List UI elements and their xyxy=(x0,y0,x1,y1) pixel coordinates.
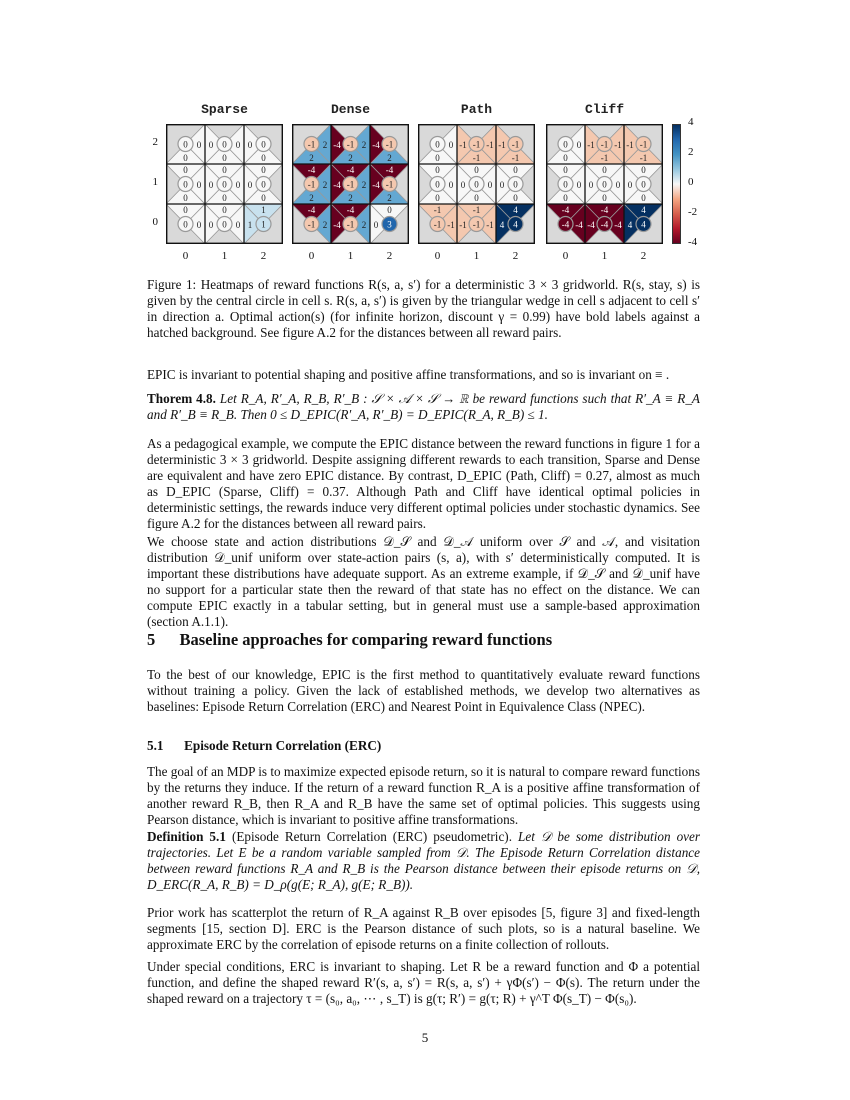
y-tick-1: 1 xyxy=(152,176,158,188)
svg-text:-1: -1 xyxy=(498,140,506,150)
svg-text:-1: -1 xyxy=(486,140,494,150)
svg-text:0: 0 xyxy=(261,193,266,203)
svg-text:-4: -4 xyxy=(307,165,316,175)
svg-text:-1: -1 xyxy=(472,219,481,230)
svg-text:0: 0 xyxy=(373,220,379,230)
colorbar-tick: -2 xyxy=(688,206,698,218)
panel-title-path: Path xyxy=(460,102,493,117)
svg-text:0: 0 xyxy=(435,153,440,163)
svg-text:-4: -4 xyxy=(346,165,355,175)
svg-text:-1: -1 xyxy=(511,153,520,163)
svg-text:0: 0 xyxy=(448,180,454,190)
svg-text:0: 0 xyxy=(615,180,621,190)
x-tick-0: 0 xyxy=(308,250,315,262)
y-tick-0: 0 xyxy=(152,216,158,228)
paragraph-baselines: To the best of our knowledge, EPIC is the first method to quantitatively evaluate reward functions without training a policy. Given the lack of established methods, we develop two alternatives as baselines: Episode Return Correlation (ERC) and Nearest Point in Equivalence Class (NPEC). xyxy=(147,667,700,715)
svg-text:2: 2 xyxy=(361,220,367,230)
svg-text:4: 4 xyxy=(499,220,505,230)
svg-text:-4: -4 xyxy=(333,140,341,150)
svg-text:0: 0 xyxy=(435,165,440,175)
svg-text:-1: -1 xyxy=(385,139,394,150)
svg-text:-1: -1 xyxy=(433,219,442,230)
svg-text:0: 0 xyxy=(563,179,568,190)
svg-text:1: 1 xyxy=(261,205,266,215)
figure-caption xyxy=(147,277,700,341)
paragraph-shaping: Under special conditions, ERC is invariant to shaping. Let R be a reward function and Φ a potential function, and define the shaped reward R′(s, a, s′) = R(s, a, s′) + γΦ(s′) − Φ(s). The return under the shaped reward on a trajectory τ = (s₀, a₀, ⋯ , s_T) is g(τ; R′) = g(τ; R) + γ^T Φ(s_T) − Φ(s₀). xyxy=(147,959,700,1007)
svg-text:0: 0 xyxy=(602,179,607,190)
svg-text:0: 0 xyxy=(222,193,227,203)
paragraph-example-text: As a pedagogical example, we compute the EPIC distance between the reward functions in figure 1 for a deterministic 3 × 3 gridworld. Despite assigning different rewards to each transition, Sparse and Dense are equivalent and have zero EPIC distance. By contrast, D_EPIC (Path, Cliff) = 0.27, almost as much as D_EPIC (Sparse, Cliff) = 0.37. Although Path and Cliff have identical optimal policies in deterministic settings, the rewards induce very different optimal policies under stochastic dynamics. See figure A.2 for the distances between all reward pairs. xyxy=(147,436,700,532)
svg-text:0: 0 xyxy=(641,193,646,203)
svg-text:-4: -4 xyxy=(600,205,609,215)
heatmap-sparse xyxy=(166,124,283,244)
svg-text:-1: -1 xyxy=(346,219,355,230)
svg-text:-4: -4 xyxy=(587,220,595,230)
svg-text:0: 0 xyxy=(261,139,266,150)
svg-text:0: 0 xyxy=(183,193,188,203)
svg-text:-1: -1 xyxy=(472,153,481,163)
svg-text:4: 4 xyxy=(627,220,633,230)
svg-text:2: 2 xyxy=(309,153,314,163)
x-tick-2: 2 xyxy=(640,250,647,262)
svg-text:0: 0 xyxy=(196,140,202,150)
svg-text:0: 0 xyxy=(196,180,202,190)
svg-text:2: 2 xyxy=(387,153,392,163)
theorem-label: Thorem 4.8. xyxy=(147,391,216,406)
svg-text:0: 0 xyxy=(183,179,188,190)
paragraph-distributions: We choose state and action distributions 𝒟_𝒮 and 𝒟_𝒜 uniform over 𝒮 and 𝒜, and visitation distribution 𝒟_unif uniform over state-action pairs (s, a), with s′ deterministically computed. It is important these distributions have adequate support. As an extreme example, if 𝒟_𝒮 and 𝒟_unif have no support for a particular state then the reward of that state has no effect on the distance. We can compute EPIC exactly in a tabular setting, but in general must use a sample-based approximation (section A.1.1). xyxy=(147,534,700,630)
svg-text:0: 0 xyxy=(208,140,214,150)
svg-text:-4: -4 xyxy=(600,219,609,230)
svg-text:4: 4 xyxy=(513,205,518,215)
svg-text:0: 0 xyxy=(474,179,479,190)
svg-text:0: 0 xyxy=(222,165,227,175)
svg-text:2: 2 xyxy=(361,140,367,150)
svg-text:-4: -4 xyxy=(372,140,380,150)
x-tick-0: 0 xyxy=(182,250,189,262)
svg-text:-1: -1 xyxy=(433,205,442,215)
svg-text:2: 2 xyxy=(309,193,314,203)
svg-text:-1: -1 xyxy=(346,179,355,190)
svg-text:0: 0 xyxy=(474,165,479,175)
svg-text:0: 0 xyxy=(387,205,392,215)
colorbar xyxy=(672,124,681,244)
section-heading xyxy=(147,630,552,650)
svg-text:0: 0 xyxy=(435,179,440,190)
svg-text:0: 0 xyxy=(435,139,440,150)
svg-text:0: 0 xyxy=(247,140,253,150)
x-tick-1: 1 xyxy=(347,250,354,262)
svg-text:0: 0 xyxy=(435,193,440,203)
svg-text:-1: -1 xyxy=(626,140,634,150)
paragraph-example xyxy=(147,436,700,533)
svg-text:0: 0 xyxy=(222,139,227,150)
svg-text:-1: -1 xyxy=(459,140,467,150)
svg-text:0: 0 xyxy=(474,193,479,203)
svg-text:0: 0 xyxy=(627,180,633,190)
svg-text:2: 2 xyxy=(348,153,353,163)
svg-text:-4: -4 xyxy=(385,165,394,175)
svg-text:2: 2 xyxy=(322,140,328,150)
svg-text:0: 0 xyxy=(563,139,568,150)
svg-text:-4: -4 xyxy=(575,220,583,230)
svg-text:0: 0 xyxy=(208,180,214,190)
panel-title-sparse: Sparse xyxy=(201,102,248,117)
svg-text:0: 0 xyxy=(196,220,202,230)
svg-text:0: 0 xyxy=(563,193,568,203)
x-tick-2: 2 xyxy=(260,250,267,262)
svg-text:4: 4 xyxy=(641,219,646,230)
svg-text:-4: -4 xyxy=(307,205,316,215)
svg-text:3: 3 xyxy=(387,219,392,230)
svg-text:-1: -1 xyxy=(486,220,494,230)
colorbar-tick: -4 xyxy=(688,236,698,248)
svg-text:-4: -4 xyxy=(561,219,570,230)
svg-text:0: 0 xyxy=(183,153,188,163)
theorem-text: Let R_A, R′_A, R_B, R′_B : 𝒮 × 𝒜 × 𝒮 → ℝ be reward functions such that R′_A ≡ R_A and R′_B ≡ R_B. Then 0 ≤ D_EPIC(R′_A, R′_B) = D_EPIC(R_A, R_B) ≤ 1. xyxy=(147,391,700,423)
subsection-number: 5.1 xyxy=(147,738,164,753)
figure-1 xyxy=(140,98,710,268)
svg-text:4: 4 xyxy=(513,219,518,230)
svg-text:0: 0 xyxy=(576,140,582,150)
colorbar-tick: 4 xyxy=(688,116,694,128)
svg-text:-1: -1 xyxy=(385,179,394,190)
paragraph-erc-goal: The goal of an MDP is to maximize expected episode return, so it is natural to compare reward functions by the returns they induce. If the return of a reward function R_A is a positive affine transformation of another reward R_B, then R_A and R_B have the same set of optimal policies. This suggests using Pearson distance, which is invariant to positive affine transformations. xyxy=(147,764,700,828)
svg-text:0: 0 xyxy=(183,165,188,175)
svg-text:-1: -1 xyxy=(447,220,455,230)
svg-text:1: 1 xyxy=(261,219,266,230)
svg-text:-1: -1 xyxy=(472,205,481,215)
svg-text:0: 0 xyxy=(183,219,188,230)
panel-title-cliff: Cliff xyxy=(584,102,624,117)
svg-text:0: 0 xyxy=(247,180,253,190)
svg-text:0: 0 xyxy=(222,205,227,215)
subsection-heading xyxy=(147,738,381,754)
heatmap-dense xyxy=(292,124,409,244)
svg-text:0: 0 xyxy=(261,153,266,163)
svg-text:0: 0 xyxy=(576,180,582,190)
definition-text: Let 𝒟 be some distribution over trajectories. Let E be a random variable sampled from 𝒟. The Episode Return Correlation distance between reward functions R_A and R_B is the Pearson distance between their episode returns on 𝒟, D_ERC(R_A, R_B) = D_ρ(g(E; R_A), g(E; R_B)). xyxy=(147,829,700,893)
svg-text:0: 0 xyxy=(513,193,518,203)
page-number: 5 xyxy=(421,1030,429,1045)
svg-text:0: 0 xyxy=(235,220,241,230)
svg-text:0: 0 xyxy=(222,179,227,190)
definition-5-1 xyxy=(147,829,700,893)
svg-text:0: 0 xyxy=(563,165,568,175)
heatmap-path xyxy=(418,124,535,244)
svg-text:-1: -1 xyxy=(639,153,648,163)
paragraph-prior-work: Prior work has scatterplot the return of R_A against R_B over episodes [5, figure 3] and fixed-length segments [15, section D]. ERC is the Pearson distance of such plots, so is a natural baseline. We approximate ERC by the correlation of episode returns on a finite collection of rollouts. xyxy=(147,905,700,953)
svg-text:0: 0 xyxy=(460,180,466,190)
theorem-4-8 xyxy=(147,391,700,423)
svg-text:0: 0 xyxy=(602,165,607,175)
x-tick-1: 1 xyxy=(221,250,228,262)
svg-text:-1: -1 xyxy=(614,140,622,150)
svg-text:2: 2 xyxy=(348,193,353,203)
x-tick-2: 2 xyxy=(512,250,519,262)
paragraph-invariance: EPIC is invariant to potential shaping and positive affine transformations, and so is invariant on ≡ . xyxy=(147,367,670,382)
svg-text:0: 0 xyxy=(222,219,227,230)
section-number: 5 xyxy=(147,630,156,649)
svg-text:-4: -4 xyxy=(333,180,341,190)
y-tick-2: 2 xyxy=(152,136,158,148)
svg-text:0: 0 xyxy=(602,193,607,203)
x-tick-1: 1 xyxy=(601,250,608,262)
x-tick-2: 2 xyxy=(386,250,393,262)
svg-text:0: 0 xyxy=(487,180,493,190)
definition-label: Definition 5.1 xyxy=(147,829,226,844)
svg-text:0: 0 xyxy=(235,140,241,150)
svg-text:-1: -1 xyxy=(459,220,467,230)
svg-text:-1: -1 xyxy=(307,219,316,230)
svg-text:0: 0 xyxy=(563,153,568,163)
svg-text:2: 2 xyxy=(387,193,392,203)
section-title: Baseline approaches for comparing reward functions xyxy=(179,630,553,649)
svg-text:-1: -1 xyxy=(511,139,520,150)
svg-text:2: 2 xyxy=(322,220,328,230)
svg-text:0: 0 xyxy=(513,165,518,175)
svg-text:1: 1 xyxy=(247,220,253,230)
svg-text:0: 0 xyxy=(183,205,188,215)
definition-name: (Episode Return Correlation (ERC) pseudometric). xyxy=(231,829,512,844)
svg-text:0: 0 xyxy=(641,179,646,190)
subsection-title: Episode Return Correlation (ERC) xyxy=(184,738,382,753)
svg-text:0: 0 xyxy=(641,165,646,175)
svg-text:-1: -1 xyxy=(307,179,316,190)
caption-text: Figure 1: Heatmaps of reward functions R(s, a, s′) for a deterministic 3 × 3 gridworld. R(s, stay, s) is given by the central circle in cell s. R(s, a, s′) is given by the triangular wedge in cell s adjacent to cell s′ in direction a. Optimal action(s) (for infinite horizon, discount γ = 0.99) have bold labels against a hatched background. See figure A.2 for the distances between all reward pairs. xyxy=(147,277,700,341)
svg-text:4: 4 xyxy=(641,205,646,215)
colorbar-tick: 0 xyxy=(688,176,694,188)
svg-text:-1: -1 xyxy=(472,139,481,150)
svg-text:-1: -1 xyxy=(600,153,609,163)
svg-text:0: 0 xyxy=(261,165,266,175)
svg-text:-4: -4 xyxy=(614,220,622,230)
svg-text:0: 0 xyxy=(222,153,227,163)
x-tick-1: 1 xyxy=(473,250,480,262)
svg-text:0: 0 xyxy=(588,180,594,190)
svg-text:2: 2 xyxy=(361,180,367,190)
svg-text:-4: -4 xyxy=(561,205,570,215)
heatmap-cliff xyxy=(546,124,663,244)
svg-text:0: 0 xyxy=(208,220,214,230)
svg-text:-4: -4 xyxy=(333,220,341,230)
svg-text:0: 0 xyxy=(183,139,188,150)
svg-text:0: 0 xyxy=(261,179,266,190)
svg-text:-1: -1 xyxy=(307,139,316,150)
svg-text:0: 0 xyxy=(513,179,518,190)
x-tick-0: 0 xyxy=(562,250,569,262)
x-tick-0: 0 xyxy=(434,250,441,262)
svg-text:2: 2 xyxy=(322,180,328,190)
svg-text:-1: -1 xyxy=(346,139,355,150)
svg-text:-1: -1 xyxy=(587,140,595,150)
svg-text:0: 0 xyxy=(448,140,454,150)
colorbar-tick: 2 xyxy=(688,146,694,158)
panel-title-dense: Dense xyxy=(330,102,370,117)
svg-text:-1: -1 xyxy=(600,139,609,150)
svg-text:0: 0 xyxy=(499,180,505,190)
svg-text:-1: -1 xyxy=(639,139,648,150)
svg-text:-4: -4 xyxy=(372,180,380,190)
svg-text:-4: -4 xyxy=(346,205,355,215)
svg-text:0: 0 xyxy=(235,180,241,190)
